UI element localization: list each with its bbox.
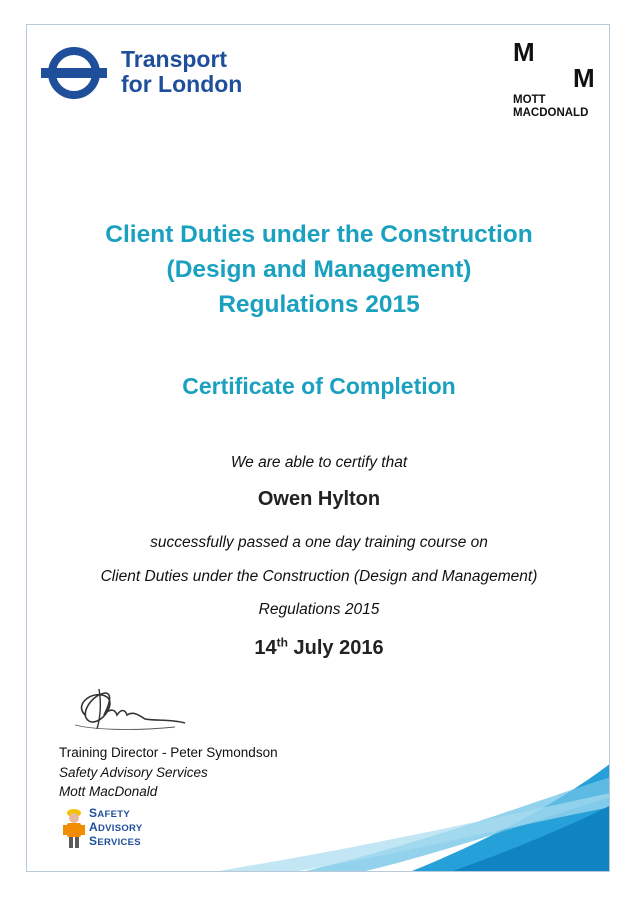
date-day: 14 [254,637,277,659]
sas-logo-text [89,807,142,849]
sas-w3-rest: ERVICES [97,837,141,848]
mm-name [513,94,588,120]
certificate-frame [26,24,610,872]
signatory-org-2: Mott MacDonald [59,784,158,799]
mm-line2: MACDONALD [513,107,589,119]
sas-w2-cap: A [89,820,98,834]
construction-worker-icon [61,807,87,849]
tfl-roundel-icon [41,45,107,101]
mm-letter-top: M [513,37,535,67]
mm-letter-bottom: M [573,63,595,93]
certificate-subtitle: Certificate of Completion [182,373,456,399]
certify-text: We are able to certify that [230,454,408,471]
tfl-line1: Transport [121,46,228,72]
date-rest: July 2016 [287,637,384,659]
signature-icon [55,675,195,737]
sas-w1-cap: S [89,806,98,820]
mm-line1: MOTT [513,94,546,106]
signatory-role: Training Director - Peter Symondson [59,745,278,760]
passed-text: successfully passed a one day training course on [150,534,488,551]
course-name-line-2: Regulations 2015 [258,601,380,618]
date-suffix: th [276,635,288,650]
sas-w3-cap: S [89,834,98,848]
recipient-name: Owen Hylton [257,488,381,510]
course-title [27,217,610,322]
sas-w2-rest: DVISORY [97,823,143,834]
title-line-3: Regulations 2015 [218,291,420,318]
course-name-line-1: Client Duties under the Construction (Design and Management) [100,568,538,585]
title-line-2: (Design and Management) [166,256,472,283]
signatory-org-1: Safety Advisory Services [59,765,208,780]
mott-macdonald-logo [513,37,605,127]
tfl-logo-text [121,47,242,97]
sas-w1-rest: AFETY [97,809,130,820]
tfl-line2: for London [121,71,243,97]
completion-date [27,637,610,660]
title-line-1: Client Duties under the Construction [105,221,533,248]
